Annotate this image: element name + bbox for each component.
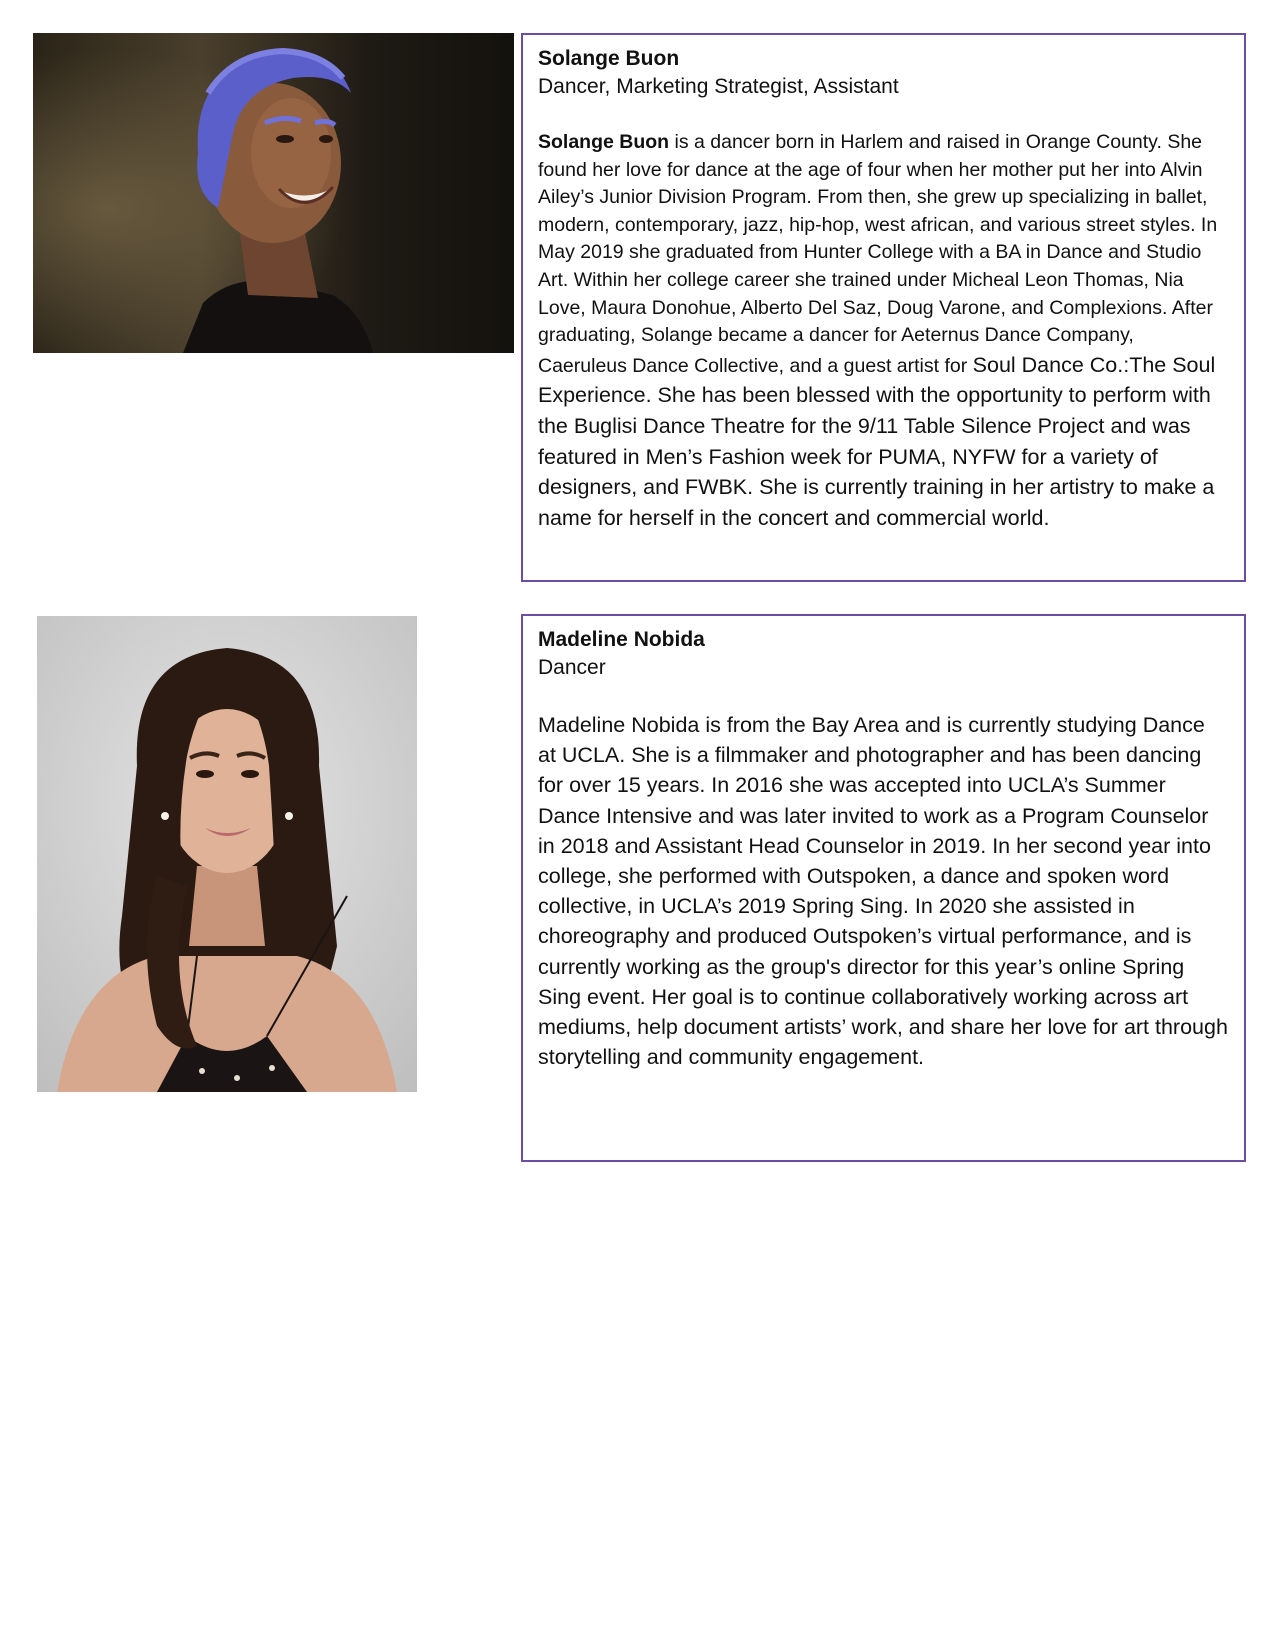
profile-role: Dancer [538,656,606,679]
profile-bio [538,129,1228,533]
profile-bio: Madeline Nobida is from the Bay Area and is currently studying Dance at UCLA. She is a filmmaker and photographer and has been dancing for over 15 years. In 2016 she was accepted into UCLA’s Summer Dance Intensive and was later invited to work as a Program Counselor in 2018 and Assistant Head Counselor in 2019. In her second year into college, she performed with Outspoken, a dance and spoken word collective, in UCLA’s 2019 Spring Sing. In 2020 she assisted in choreography and produced Outspoken’s virtual performance, and is currently working as the group's director for this year’s online Spring Sing event. Her goal is to continue collaboratively working across art mediums, help document artists’ work, and share her love for art through storytelling and community engagement. [538,713,1228,1070]
headshot-solange-buon [33,33,514,353]
bio-text-part1: is a dancer born in Harlem and raised in Orange County. She found her love for dance at the age of four when her mother put her into Alvin Ailey’s Junior Division Program. From then, she grew up specializing in ballet, modern, contemporary, jazz, hip-hop, west african, and various street styles. In May 2019 she graduated from Hunter College with a BA in Dance and Studio Art. Within her college career she trained under Micheal Leon Thomas, Nia Love, Maura Donohue, Alberto Del Saz, Doug Varone, and Complexions. After graduating, Solange became a dancer for Aeternus Dance Company, Caeruleus Dance Collective, and a guest artist for [538,131,1218,377]
profile-role: Dancer, Marketing Strategist, Assistant [538,75,899,98]
profile-name: Solange Buon [538,47,680,70]
headshot-madeline-nobida [37,616,417,1092]
bio-card-madeline-nobida [521,614,1246,1162]
bio-card-solange-buon [521,33,1246,582]
profile-name: Madeline Nobida [538,628,705,651]
bio-bold-name: Solange Buon [538,131,670,153]
bio-text-part2: Soul Dance Co.:The Soul Experience. She has been blessed with the opportunity to perform with the Buglisi Dance Theatre for the 9/11 Table Silence Project and was featured in Men’s Fashion week for PUMA, NYFW for a variety of designers, and FWBK. She is currently training in her artistry to make a name for herself in the concert and commercial world. [538,352,1216,530]
